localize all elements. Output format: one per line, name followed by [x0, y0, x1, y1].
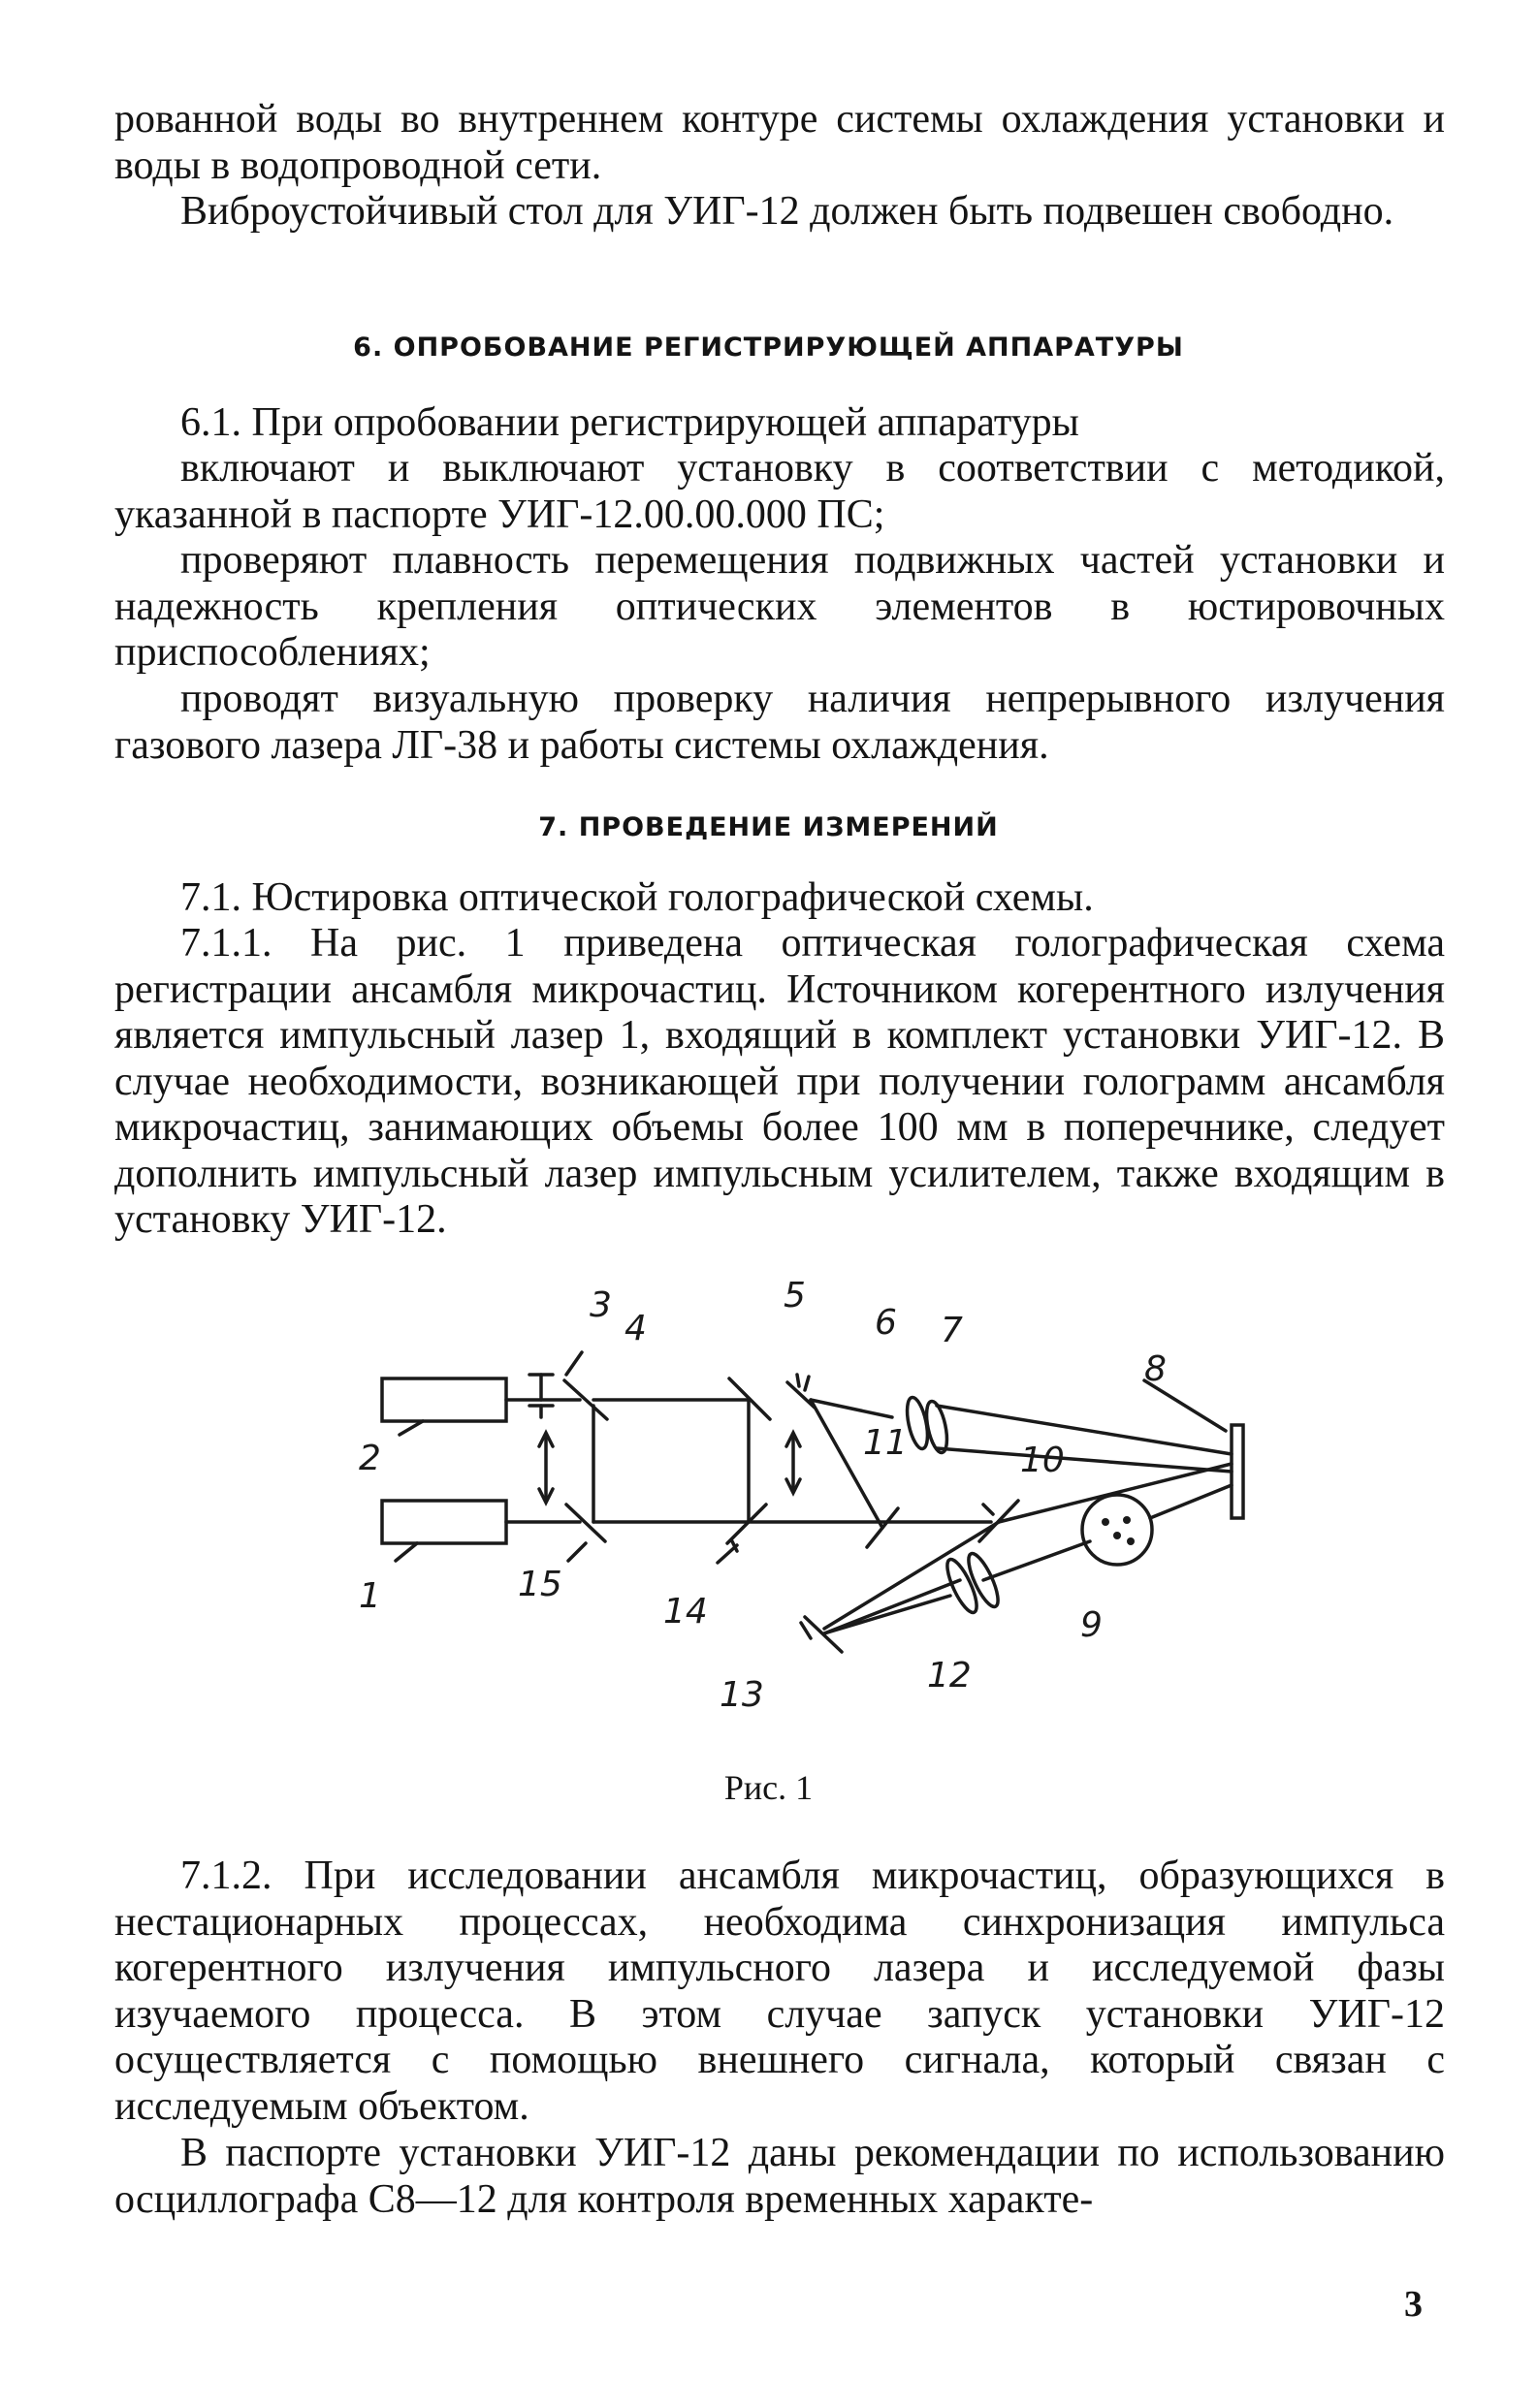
section-heading-6: 6. ОПРОБОВАНИЕ РЕГИСТРИРУЮЩЕЙ АППАРАТУРЫ [353, 333, 1184, 363]
page-number: 3 [1404, 2284, 1423, 2325]
label-3: 3 [590, 1285, 612, 1325]
label-8: 8 [1144, 1349, 1167, 1389]
laser-2-box [382, 1378, 506, 1421]
paragraph-6-1: 6.1. При опробовании регистрирующей аппаратуры [180, 400, 1079, 445]
object-9-circle [1082, 1495, 1152, 1565]
label-13: 13 [720, 1675, 764, 1715]
label-11: 11 [863, 1423, 908, 1463]
paragraph-vibration-table: Виброустойчивый стол для УИГ-12 должен быть подвешен свободно. [180, 189, 1394, 234]
label-6: 6 [875, 1303, 897, 1343]
label-4: 4 [624, 1309, 647, 1348]
label-2: 2 [359, 1439, 381, 1478]
label-15: 15 [518, 1565, 562, 1604]
section-heading-7: 7. ПРОВЕДЕНИЕ ИЗМЕРЕНИЙ [538, 812, 999, 842]
laser-1-box [382, 1501, 506, 1543]
label-10: 10 [1020, 1441, 1065, 1480]
paragraph-6-1-c: проводят визуальную проверку наличия непрерывного излучения газового лазера ЛГ-38 и работы системы охлаждения. [114, 677, 1445, 768]
paragraph-6-1-b: проверяют плавность перемещения подвижных частей установки и надежность крепления оптических элементов в юстировочных приспособлениях; [114, 538, 1445, 675]
label-7: 7 [941, 1311, 963, 1350]
paragraph-continuation: рованной воды во внутреннем контуре системы охлаждения установки и воды в водопроводной сети. [114, 97, 1445, 188]
paragraph-7-1: 7.1. Юстировка оптической голографической схемы. [180, 875, 1094, 920]
label-5: 5 [784, 1276, 806, 1315]
label-9: 9 [1080, 1605, 1103, 1645]
paragraph-7-1-1: 7.1.1. На рис. 1 приведена оптическая голографическая схема регистрации ансамбля микрочастиц. Источником когерентного излучения является импульсный лазер 1, входящий в комплект установки УИГ-12. В случае необходимости, возникающей при получении голограмм ансамбля микрочастиц, занимающих объемы более 100 мм в поперечнике, следует дополнить импульсный лазер импульсным усилителем, также входящим в установку УИГ-12. [114, 921, 1445, 1242]
optical-scheme-figure [0, 1260, 1537, 1745]
label-12: 12 [927, 1656, 972, 1695]
paragraph-6-1-a: включают и выключают установку в соответствии с методикой, указанной в паспорте УИГ-12.00.00.000 ПС; [114, 446, 1445, 537]
paragraph-passport: В паспорте установки УИГ-12 даны рекомендации по использованию осциллографа С8—12 для контроля временных характе- [114, 2131, 1445, 2222]
label-14: 14 [663, 1592, 708, 1632]
paragraph-7-1-2: 7.1.2. При исследовании ансамбля микрочастиц, образующихся в нестационарных процессах, необходима синхронизация импульса когерентного излучения импульсного лазера и исследуемой фазы изучаемого процесса. В этом случае запуск установки УИГ-12 осуществляется с помощью внешнего сигнала, который связан с исследуемым объектом. [114, 1854, 1445, 2129]
figure-caption: Рис. 1 [723, 1768, 814, 1807]
label-1: 1 [359, 1576, 381, 1616]
hologram-plate-8 [1232, 1425, 1243, 1518]
